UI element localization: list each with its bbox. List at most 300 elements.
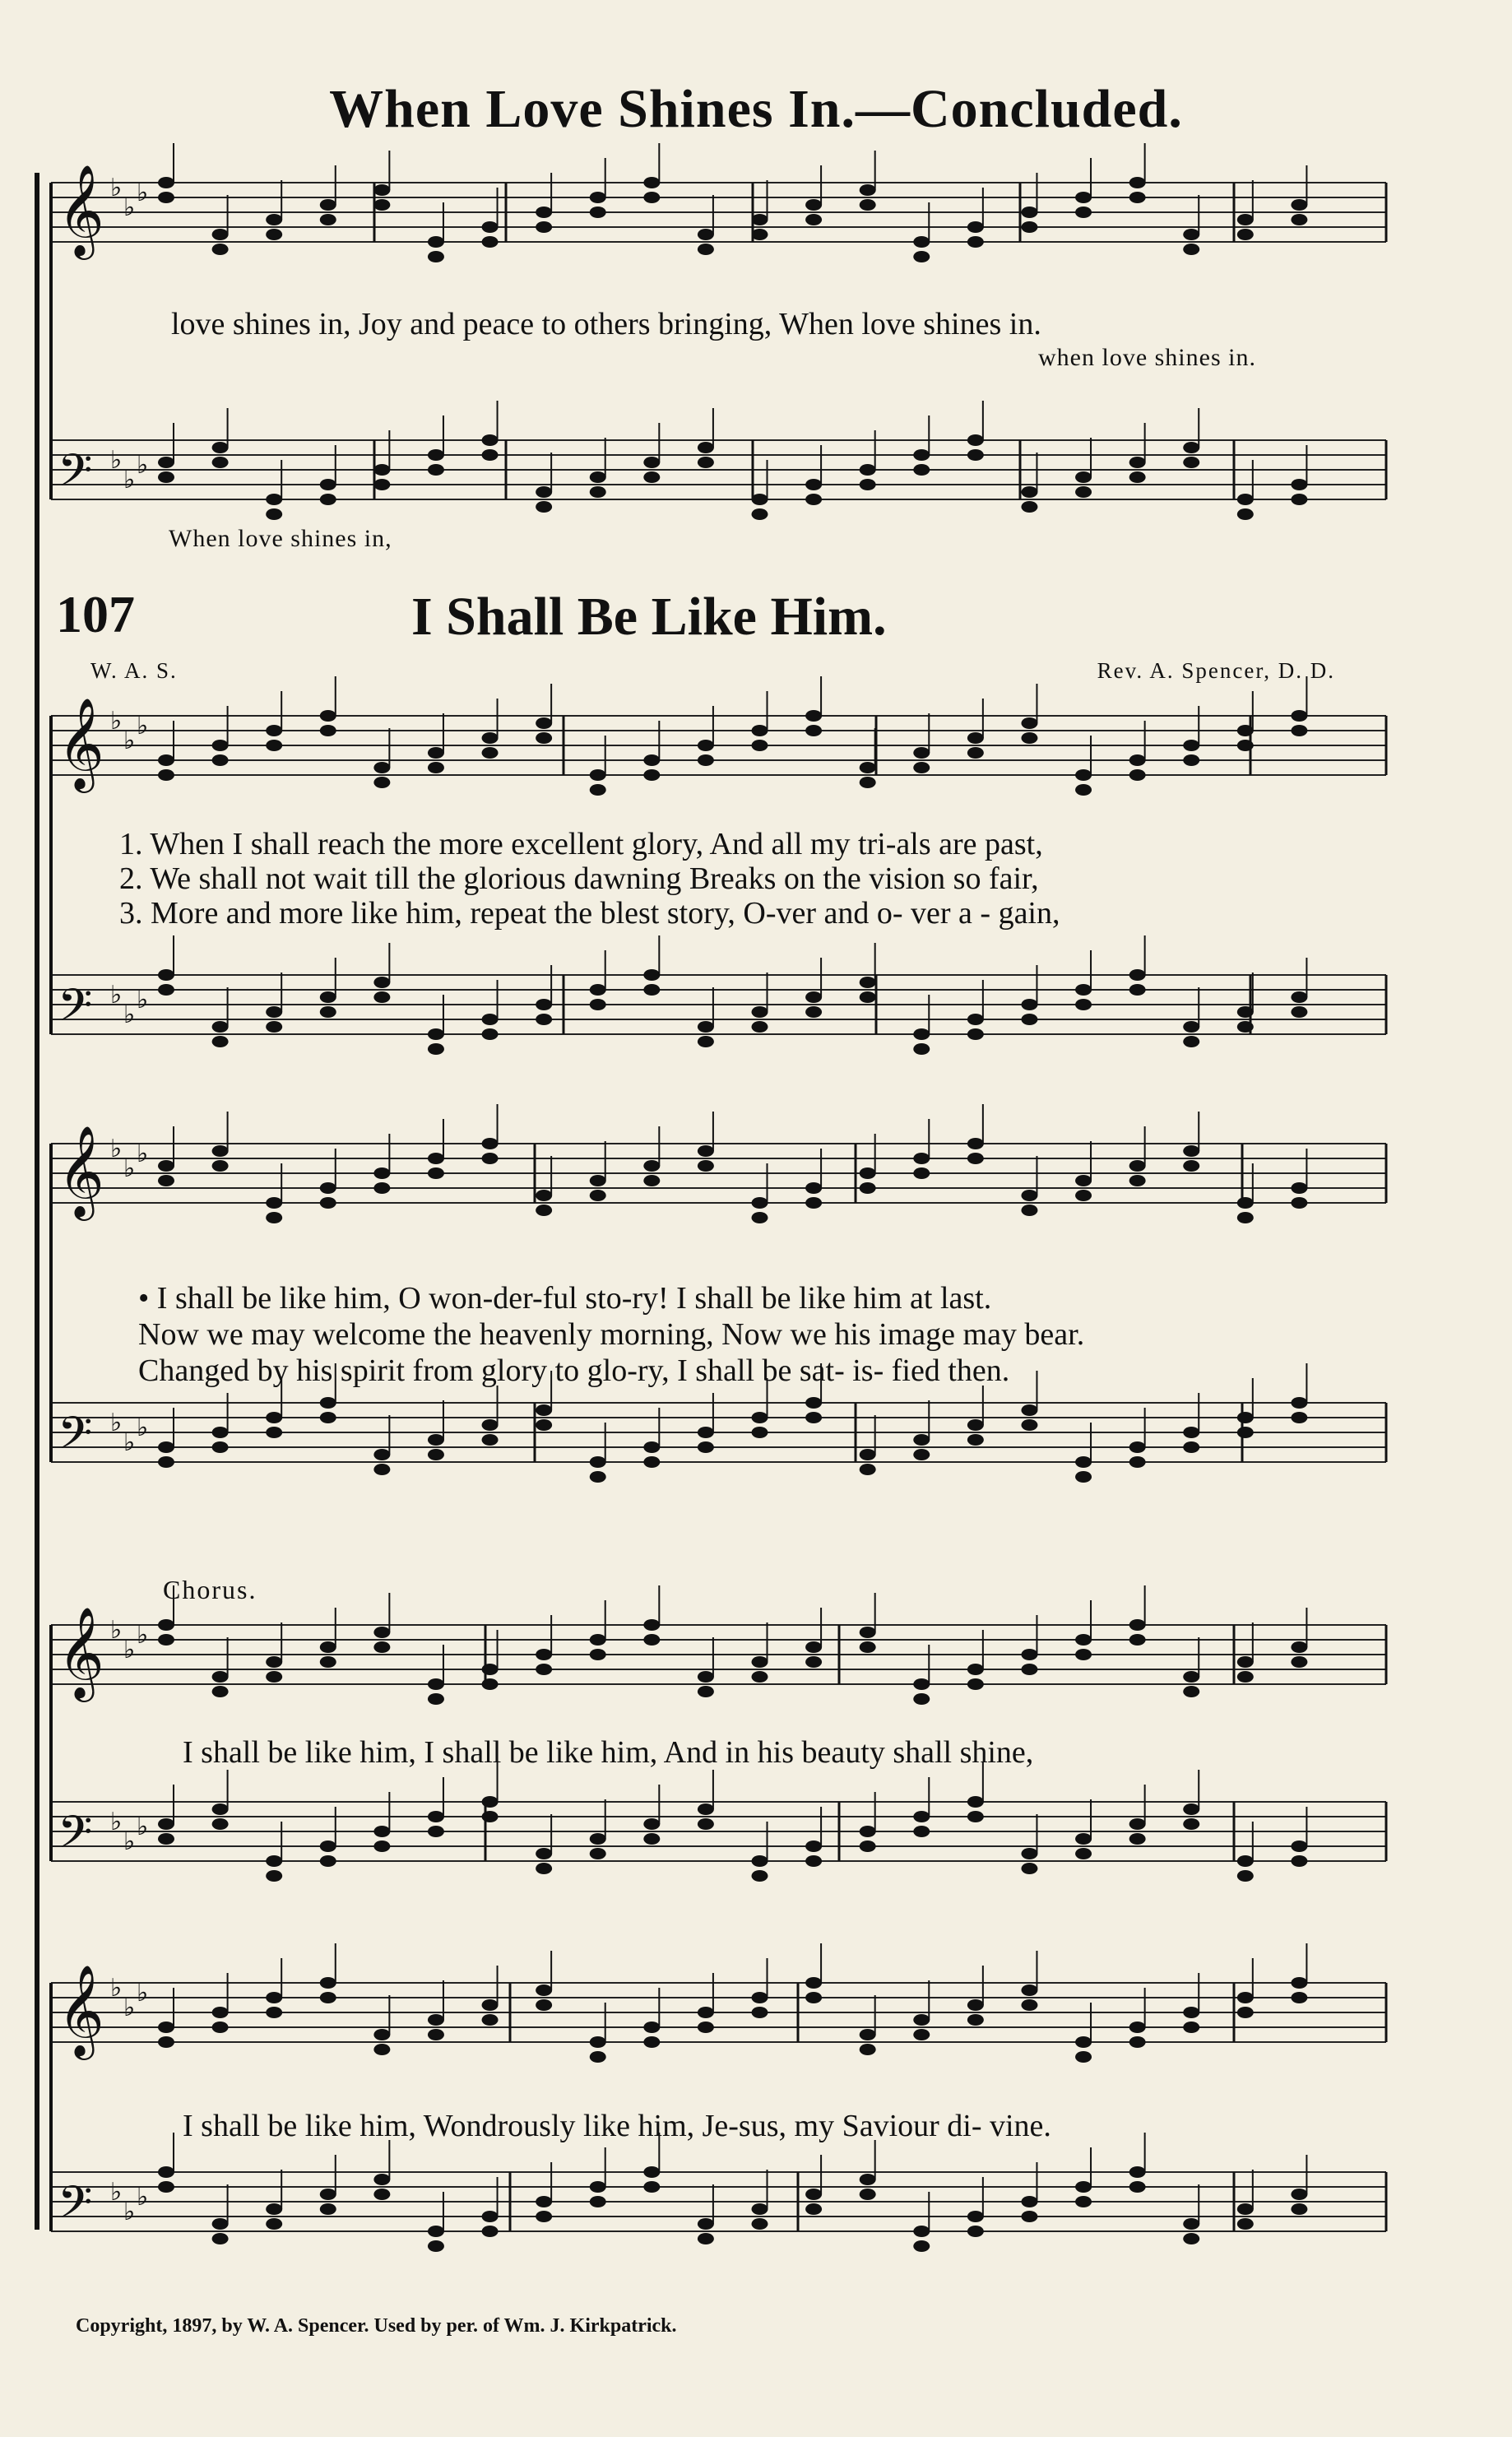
note-head xyxy=(913,762,930,773)
staff xyxy=(51,676,1386,796)
note-head xyxy=(1129,2181,1146,2193)
note-head xyxy=(320,1641,336,1653)
note-head xyxy=(266,214,282,225)
note-head xyxy=(266,1021,282,1033)
note-head xyxy=(1129,1160,1146,1172)
note-head xyxy=(158,1634,174,1646)
note-head xyxy=(1183,244,1199,255)
note-head xyxy=(158,984,174,996)
note-head xyxy=(590,1649,606,1660)
note-head xyxy=(1291,494,1307,505)
note-head xyxy=(536,1205,552,1216)
note-head xyxy=(1291,214,1307,225)
note-head xyxy=(482,221,499,233)
flat-icon: ♭ xyxy=(123,2198,136,2226)
note-head xyxy=(1021,207,1037,218)
note-head xyxy=(805,1992,822,2003)
note-head xyxy=(752,1992,768,2003)
note-head xyxy=(805,1412,822,1423)
flat-icon: ♭ xyxy=(137,2183,149,2212)
note-head xyxy=(913,1028,930,1040)
note-head xyxy=(1129,177,1146,188)
note-head xyxy=(482,2014,499,2026)
staff xyxy=(51,401,1386,520)
treble-clef-icon: 𝄞 xyxy=(58,1125,104,1217)
note-head xyxy=(590,2196,606,2207)
flat-icon: ♭ xyxy=(123,1000,136,1029)
note-head xyxy=(536,221,552,233)
note-head xyxy=(266,1197,282,1209)
note-head xyxy=(752,1855,768,1867)
treble-clef-icon: 𝄞 xyxy=(58,164,104,256)
note-head xyxy=(266,2203,282,2215)
note-head xyxy=(373,1182,390,1194)
note-head xyxy=(590,1848,606,1859)
note-head xyxy=(482,1419,499,1431)
note-head xyxy=(1291,1006,1307,1018)
note-head xyxy=(1183,2007,1199,2018)
note-head xyxy=(590,486,606,498)
note-head xyxy=(1237,1671,1254,1683)
note-head xyxy=(805,710,822,722)
flat-icon: ♭ xyxy=(123,1428,136,1457)
note-head xyxy=(643,984,660,996)
note-head xyxy=(428,2226,444,2237)
note-head xyxy=(1075,2036,1092,2048)
note-head xyxy=(482,1434,499,1446)
chorus-line-2: I shall be like him, Wondrously like him, Je-sus, my Saviour di- vine. xyxy=(183,2109,1051,2143)
note-head xyxy=(428,1153,444,1164)
note-head xyxy=(482,2211,499,2222)
note-head xyxy=(860,1641,876,1653)
music-credit: W. A. S. xyxy=(90,658,178,683)
note-head xyxy=(266,1212,282,1223)
staff xyxy=(51,1943,1386,2063)
flat-icon: ♭ xyxy=(137,451,149,480)
note-head xyxy=(428,1167,444,1179)
note-head xyxy=(536,1664,552,1675)
note-head xyxy=(967,747,984,759)
note-head xyxy=(373,2029,390,2040)
note-head xyxy=(320,1397,336,1409)
note-head xyxy=(643,1634,660,1646)
note-head xyxy=(805,1977,822,1989)
note-head xyxy=(428,1826,444,1837)
note-head xyxy=(536,2211,552,2222)
note-head xyxy=(320,1006,336,1018)
note-head xyxy=(482,732,499,744)
note-head xyxy=(373,777,390,788)
note-head xyxy=(482,747,499,759)
note-head xyxy=(482,2226,499,2237)
note-head xyxy=(1021,1419,1037,1431)
note-head xyxy=(913,2226,930,2237)
note-head xyxy=(212,1145,229,1157)
staff xyxy=(51,2133,1386,2252)
note-head xyxy=(1291,1855,1307,1867)
note-head xyxy=(373,2189,390,2200)
verse-a-line-3: 3. More and more like him, repeat the blest story, O-ver and o- ver a - gain, xyxy=(119,896,1060,931)
note-head xyxy=(913,747,930,759)
flat-icon: ♭ xyxy=(110,2178,123,2207)
note-head xyxy=(212,1160,229,1172)
note-head xyxy=(643,1833,660,1845)
note-head xyxy=(1291,1841,1307,1852)
note-head xyxy=(805,1641,822,1653)
note-head xyxy=(590,1456,606,1468)
note-head xyxy=(428,1693,444,1705)
note-head xyxy=(643,1456,660,1468)
note-head xyxy=(1183,2233,1199,2244)
note-head xyxy=(266,2007,282,2018)
note-head xyxy=(1291,1641,1307,1653)
note-head xyxy=(643,2036,660,2048)
note-head xyxy=(967,1811,984,1822)
note-head xyxy=(590,2051,606,2063)
note-head xyxy=(752,1006,768,1018)
note-head xyxy=(1129,754,1146,766)
note-head xyxy=(1021,1848,1037,1859)
note-head xyxy=(805,494,822,505)
note-head xyxy=(428,1678,444,1690)
note-head xyxy=(1075,2196,1092,2207)
note-head xyxy=(913,2014,930,2026)
note-head xyxy=(320,725,336,736)
note-head xyxy=(373,762,390,773)
note-head xyxy=(320,2203,336,2215)
note-head xyxy=(212,1441,229,1453)
note-head xyxy=(212,1686,229,1697)
verse-b-line-2: Now we may welcome the heavenly morning, Now we his image may bear. xyxy=(138,1317,1085,1352)
note-head xyxy=(860,1826,876,1837)
flat-icon: ♭ xyxy=(123,466,136,494)
note-head xyxy=(967,1796,984,1808)
note-head xyxy=(860,2044,876,2055)
note-head xyxy=(482,449,499,461)
note-head xyxy=(590,192,606,203)
flat-icon: ♭ xyxy=(110,1974,123,2003)
note-head xyxy=(1183,229,1199,240)
note-head xyxy=(805,1855,822,1867)
note-head xyxy=(643,1160,660,1172)
note-head xyxy=(320,1197,336,1209)
note-head xyxy=(536,1190,552,1201)
note-head xyxy=(320,1855,336,1867)
note-head xyxy=(482,1028,499,1040)
note-head xyxy=(1021,1999,1037,2011)
note-head xyxy=(428,1043,444,1055)
note-head xyxy=(698,1686,714,1697)
note-head xyxy=(752,1671,768,1683)
copyright-notice: Copyright, 1897, by W. A. Spencer. Used by per. of Wm. J. Kirkpatrick. xyxy=(76,2315,677,2337)
note-head xyxy=(860,464,876,476)
note-head xyxy=(698,2007,714,2018)
note-head xyxy=(1021,1984,1037,1996)
note-head xyxy=(1129,984,1146,996)
note-head xyxy=(698,229,714,240)
note-head xyxy=(266,1992,282,2003)
note-head xyxy=(1075,207,1092,218)
note-head xyxy=(1237,2218,1254,2230)
note-head xyxy=(373,1627,390,1638)
note-head xyxy=(1075,1848,1092,1859)
note-head xyxy=(1183,2022,1199,2033)
note-head xyxy=(967,1138,984,1149)
note-head xyxy=(1075,1456,1092,1468)
note-head xyxy=(482,1811,499,1822)
note-head xyxy=(212,2022,229,2033)
note-head xyxy=(536,1848,552,1859)
note-head xyxy=(212,1671,229,1683)
note-head xyxy=(320,479,336,490)
note-head xyxy=(373,464,390,476)
note-head xyxy=(373,2044,390,2055)
note-head xyxy=(428,464,444,476)
verse-b-line-1: • I shall be like him, O won-der-ful sto-ry! I shall be like him at last. xyxy=(138,1281,992,1316)
chorus-line-1: I shall be like him, I shall be like him, And in his beauty shall shine, xyxy=(183,1735,1034,1770)
note-head xyxy=(805,214,822,225)
note-head xyxy=(1183,754,1199,766)
note-head xyxy=(698,457,714,468)
note-head xyxy=(1075,769,1092,781)
note-head xyxy=(373,991,390,1003)
note-head xyxy=(805,1841,822,1852)
note-head xyxy=(1183,1145,1199,1157)
top-echo-upper: when love shines in. xyxy=(1038,344,1256,371)
note-head xyxy=(643,457,660,468)
note-head xyxy=(212,244,229,255)
note-head xyxy=(913,1043,930,1055)
note-head xyxy=(913,449,930,461)
note-head xyxy=(1291,1977,1307,1989)
note-head xyxy=(1129,1818,1146,1830)
note-head xyxy=(320,1992,336,2003)
note-head xyxy=(752,1870,768,1882)
staff xyxy=(51,1762,1386,1882)
note-head xyxy=(536,732,552,744)
note-head xyxy=(1075,1471,1092,1483)
note-head xyxy=(428,1811,444,1822)
note-head xyxy=(158,1441,174,1453)
note-head xyxy=(860,184,876,196)
flat-icon: ♭ xyxy=(110,981,123,1010)
note-head xyxy=(1291,199,1307,211)
note-head xyxy=(212,754,229,766)
flat-icon: ♭ xyxy=(110,1616,123,1645)
note-head xyxy=(752,2203,768,2215)
note-head xyxy=(320,1656,336,1668)
note-head xyxy=(1075,1649,1092,1660)
note-head xyxy=(805,991,822,1003)
note-head xyxy=(1021,1664,1037,1675)
note-head xyxy=(967,732,984,744)
note-head xyxy=(1237,740,1254,751)
note-head xyxy=(1021,999,1037,1010)
note-head xyxy=(1183,1036,1199,1047)
note-head xyxy=(536,1014,552,1025)
flat-icon: ♭ xyxy=(137,179,149,207)
note-head xyxy=(1183,1803,1199,1815)
verse-b-line-3: Changed by his spirit from glory to glo-ry, I shall be sat- is- fied then. xyxy=(138,1353,1010,1388)
note-head xyxy=(212,229,229,240)
note-head xyxy=(482,1999,499,2011)
note-head xyxy=(1183,442,1199,453)
note-head xyxy=(1183,1160,1199,1172)
note-head xyxy=(536,207,552,218)
flat-icon: ♭ xyxy=(123,1994,136,2022)
note-head xyxy=(1021,1190,1037,1201)
note-head xyxy=(536,1404,552,1416)
note-head xyxy=(1075,192,1092,203)
note-head xyxy=(913,1678,930,1690)
note-head xyxy=(536,2196,552,2207)
note-head xyxy=(643,192,660,203)
flat-icon: ♭ xyxy=(110,707,123,736)
note-head xyxy=(805,1656,822,1668)
note-head xyxy=(158,769,174,781)
note-head xyxy=(967,434,984,446)
note-head xyxy=(1237,1427,1254,1438)
note-head xyxy=(860,1449,876,1460)
note-head xyxy=(752,1021,768,1033)
note-head xyxy=(698,2022,714,2033)
note-head xyxy=(266,1427,282,1438)
note-head xyxy=(967,221,984,233)
note-head xyxy=(590,2181,606,2193)
note-head xyxy=(913,1167,930,1179)
note-head xyxy=(698,244,714,255)
note-head xyxy=(158,1619,174,1631)
note-head xyxy=(1021,1649,1037,1660)
note-head xyxy=(967,2226,984,2237)
hymn-title: I Shall Be Like Him. xyxy=(411,587,887,647)
note-head xyxy=(158,2166,174,2178)
note-head xyxy=(320,1977,336,1989)
note-head xyxy=(643,1818,660,1830)
note-head xyxy=(212,457,229,468)
note-head xyxy=(158,1160,174,1172)
note-head xyxy=(1291,1656,1307,1668)
note-head xyxy=(536,999,552,1010)
note-head xyxy=(643,471,660,483)
note-head xyxy=(1237,1992,1254,2003)
note-head xyxy=(1237,229,1254,240)
flat-icon: ♭ xyxy=(137,1813,149,1841)
note-head xyxy=(590,207,606,218)
note-head xyxy=(967,1419,984,1431)
note-head xyxy=(860,1841,876,1852)
note-head xyxy=(698,2233,714,2244)
note-head xyxy=(158,2181,174,2193)
note-head xyxy=(698,740,714,751)
note-head xyxy=(320,214,336,225)
note-head xyxy=(1021,2196,1037,2207)
note-head xyxy=(913,2240,930,2252)
note-head xyxy=(1291,2203,1307,2215)
note-head xyxy=(428,449,444,461)
note-head xyxy=(1075,2051,1092,2063)
bass-clef-icon: 𝄢 xyxy=(58,2176,93,2240)
note-head xyxy=(320,1841,336,1852)
note-head xyxy=(590,1190,606,1201)
note-head xyxy=(266,1855,282,1867)
note-head xyxy=(1237,1855,1254,1867)
flat-icon: ♭ xyxy=(110,1808,123,1836)
note-head xyxy=(158,177,174,188)
note-head xyxy=(590,2036,606,2048)
note-head xyxy=(428,2029,444,2040)
flat-icon: ♭ xyxy=(123,726,136,755)
note-head xyxy=(212,1036,229,1047)
note-head xyxy=(913,2029,930,2040)
note-head xyxy=(805,479,822,490)
note-head xyxy=(266,1671,282,1683)
top-echo-lower: When love shines in, xyxy=(169,525,392,552)
note-head xyxy=(1291,2189,1307,2200)
note-head xyxy=(967,236,984,248)
words-credit: Rev. A. Spencer, D. D. xyxy=(1097,658,1335,683)
note-head xyxy=(1075,486,1092,498)
note-head xyxy=(698,1441,714,1453)
note-head xyxy=(266,1656,282,1668)
note-head xyxy=(158,1833,174,1845)
note-head xyxy=(1183,457,1199,468)
note-head xyxy=(1183,1021,1199,1033)
note-head xyxy=(212,2218,229,2230)
note-head xyxy=(428,2240,444,2252)
note-head xyxy=(1237,494,1254,505)
note-head xyxy=(1075,1175,1092,1186)
note-head xyxy=(373,479,390,490)
note-head xyxy=(752,1197,768,1209)
note-head xyxy=(860,2189,876,2200)
note-head xyxy=(860,1464,876,1475)
flat-icon: ♭ xyxy=(137,986,149,1014)
note-head xyxy=(482,1014,499,1025)
note-head xyxy=(1075,2181,1092,2193)
note-head xyxy=(1129,1441,1146,1453)
note-head xyxy=(266,1870,282,1882)
note-head xyxy=(1237,1656,1254,1668)
note-head xyxy=(1021,732,1037,744)
note-head xyxy=(373,184,390,196)
note-head xyxy=(860,762,876,773)
note-head xyxy=(1183,2218,1199,2230)
note-head xyxy=(913,1434,930,1446)
note-head xyxy=(643,969,660,981)
note-head xyxy=(1075,1190,1092,1201)
note-head xyxy=(698,1803,714,1815)
note-head xyxy=(590,784,606,796)
note-head xyxy=(967,1999,984,2011)
staff xyxy=(51,935,1386,1055)
note-head xyxy=(860,2029,876,2040)
note-head xyxy=(1075,784,1092,796)
note-head xyxy=(698,754,714,766)
note-head xyxy=(482,1678,499,1690)
flat-icon: ♭ xyxy=(137,1413,149,1442)
note-head xyxy=(1183,1441,1199,1453)
note-head xyxy=(967,2211,984,2222)
note-head xyxy=(1291,1197,1307,1209)
note-head xyxy=(1237,1006,1254,1018)
note-head xyxy=(158,471,174,483)
note-head xyxy=(698,2218,714,2230)
note-head xyxy=(805,199,822,211)
note-head xyxy=(752,229,768,240)
note-head xyxy=(643,2022,660,2033)
note-head xyxy=(266,1006,282,1018)
